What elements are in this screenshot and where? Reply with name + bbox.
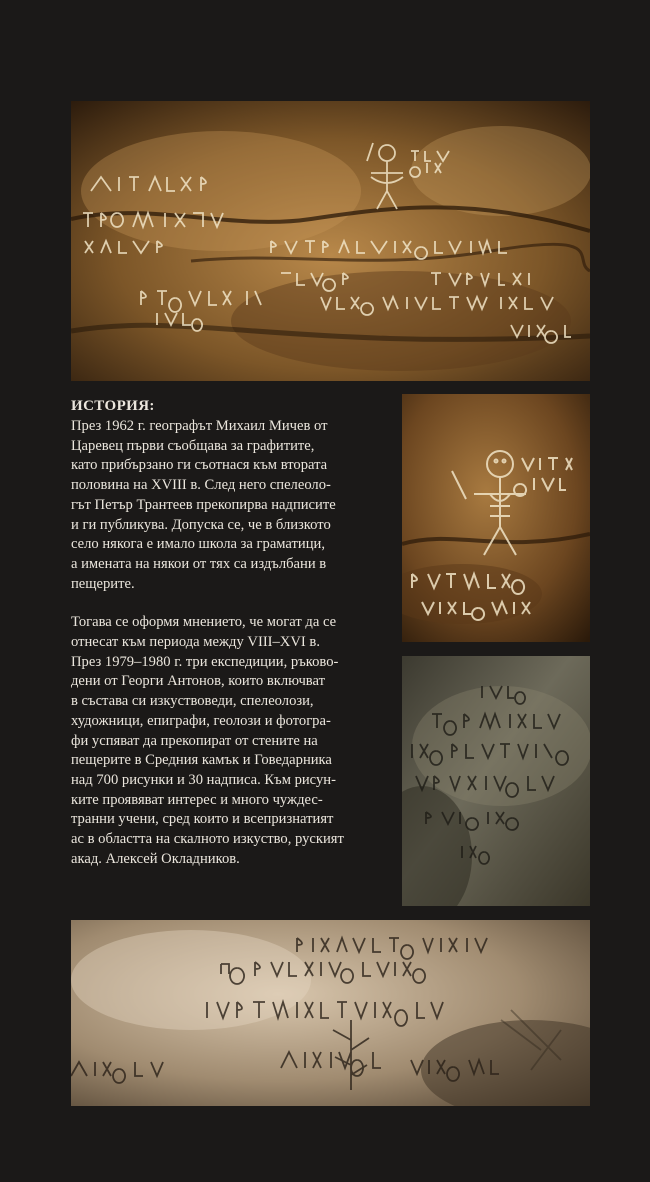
cave-inscription-photo xyxy=(402,656,590,906)
text-line: художници, епиграфи, геолози и фотогра- xyxy=(71,712,331,729)
text-line: фи успяват да прекопират от стените на xyxy=(71,732,318,749)
text-line: над 700 рисунки и 30 надписа. Към рисун- xyxy=(71,771,336,788)
text-line: акад. Алексей Окладников. xyxy=(71,850,240,867)
text-line: През 1962 г. географът Михаил Мичев от xyxy=(71,418,328,434)
text-line: отнесат към периода между VIII–XVI в. xyxy=(71,634,320,651)
text-line: пещерите. xyxy=(71,575,135,592)
text-line: село някога е имало школа за граматици, xyxy=(71,536,325,553)
text-line: Тогава се оформя мнението, че могат да се xyxy=(71,614,337,631)
text-line: пещерите в Средния камък и Говедарника xyxy=(71,752,332,769)
text-line: ките проявяват интерес и много чуждес- xyxy=(71,791,323,808)
text-line: Царевец първи съобщава за графитите, xyxy=(71,437,315,454)
text-line: като прибързано ги съотнася към втората xyxy=(71,457,328,474)
cave-graffiti-photo-top xyxy=(71,101,590,381)
paragraph-2 xyxy=(71,613,393,869)
text-line: половина на XVIII в. След него спелеоло- xyxy=(71,477,331,494)
text-line: гът Петър Трантеев прекопирва надписите xyxy=(71,496,336,513)
stone-inscription-photo xyxy=(71,920,590,1106)
article-text xyxy=(71,397,393,869)
section-heading: ИСТОРИЯ: xyxy=(71,398,155,414)
text-line: През 1979–1980 г. три експедиции, ръково- xyxy=(71,653,339,670)
text-line: и ги публикува. Допуска се, че в близкото xyxy=(71,516,331,533)
paragraph-1 xyxy=(71,417,393,594)
text-line: ас в областта на скалното изкуство, руският xyxy=(71,831,344,848)
cave-figure-photo xyxy=(402,394,590,642)
text-line: транни учени, сред които и всепризнатият xyxy=(71,811,334,828)
text-line: в състава си изкуствоведи, спелеолози, xyxy=(71,693,314,710)
text-line: дени от Георги Антонов, които включват xyxy=(71,673,325,690)
text-line: а имената на някои от тях са издълбани в xyxy=(71,555,327,572)
